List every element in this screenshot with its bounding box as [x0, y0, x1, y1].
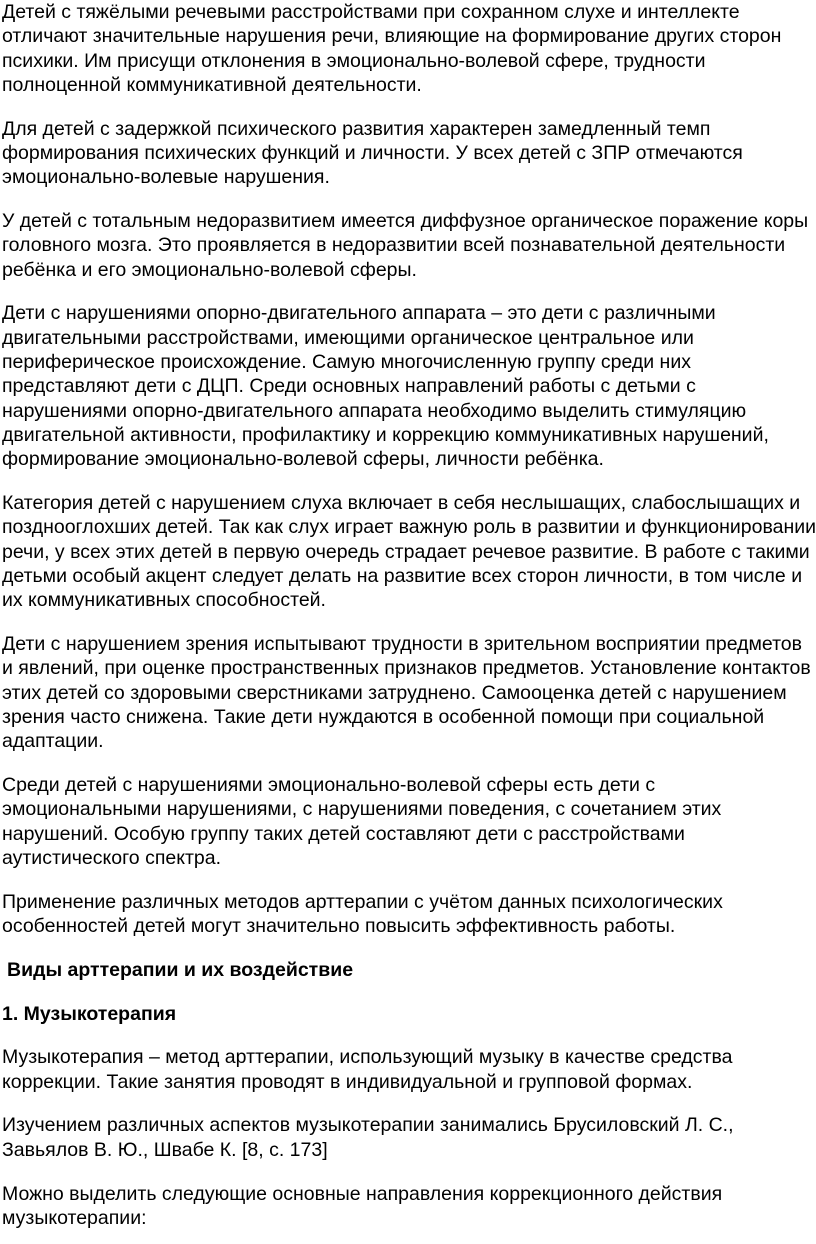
paragraph-total-underdevelopment: У детей с тотальным недоразвитием имеется диффузное органическое поражение коры головного мозга. Это проявляется в недоразвитии всей познавательной деятельности ребёнка и его эмоционально-волевой сферы.: [2, 210, 809, 281]
paragraph-developmental-delay: Для детей с задержкой психического развития характерен замедленный темп формирования психических функций и личности. У всех детей с ЗПР отмечаются эмоционально-волевые нарушения.: [2, 117, 743, 189]
paragraph-emotional-disorders: Среди детей с нарушениями эмоционально-волевой сферы есть дети с эмоциональными нарушениями, с нарушениями поведения, с сочетанием этих нарушений. Особую группу таких детей составляют дети с расстройствами аутистического спектра.: [2, 774, 722, 869]
paragraph-musculoskeletal-disorders: Дети с нарушениями опорно-двигательного аппарата – это дети с различными двигательными расстройствами, имеющими органическое центральное или периферическое происхождение. Самую многочисленную группу среди них представляют дети с ДЦП. Среди основных направлений работы с детьми с нарушениями опорно-двигательного аппарата необходимо выделить стимуляцию двигательной активности, профилактику и коррекцию коммуникативных нарушений, формирование эмоционально-волевой сферы, личности ребёнка.: [2, 302, 769, 471]
paragraph-speech-disorders: Детей с тяжёлыми речевыми расстройствами при сохранном слухе и интеллекте отличают значительные нарушения речи, влияющие на формирование других сторон психики. Им присущи отклонения в эмоционально-волевой сфере, трудности полноценной коммуникативной деятельности.: [2, 1, 782, 96]
paragraph-hearing-impairment: Категория детей с нарушением слуха включает в себя неслышащих, слабослышащих и позднооглохших детей. Так как слух играет важную роль в развитии и функционировании речи, у всех этих детей в первую очередь страдает речевое развитие. В работе с такими детьми особый акцент следует делать на развитие всех сторон личности, в том числе и их коммуникативных способностей.: [2, 492, 816, 612]
paragraph-music-therapy-researchers: Изучением различных аспектов музыкотерапии занимались Брусиловский Л. С., Завьялов В. Ю., Швабе К. [8, с. 173]: [2, 1114, 734, 1161]
paragraph-visual-impairment: Дети с нарушением зрения испытывают трудности в зрительном восприятии предметов и явлений, при оценке пространственных признаков предметов. Установление контактов этих детей со здоровыми сверстниками затруднено. Самооценка детей с нарушением зрения часто снижена. Такие дети нуждаются в особенной помощи при социальной адаптации.: [2, 633, 811, 753]
section-heading: Виды арттерапии и их воздействие: [7, 958, 354, 981]
paragraph-art-therapy-application: Применение различных методов арттерапии с учётом данных психологических особенностей детей могут значительно повысить эффективность работы.: [2, 890, 723, 937]
paragraph-music-therapy-directions: Можно выделить следующие основные направления коррекционного действия музыкотерапии:: [2, 1182, 723, 1229]
subsection-heading: 1. Музыкотерапия: [2, 1002, 177, 1025]
paragraph-music-therapy-definition: Музыкотерапия – метод арттерапии, использующий музыку в качестве средства коррекции. Такие занятия проводят в индивидуальной и групповой формах.: [2, 1046, 733, 1093]
